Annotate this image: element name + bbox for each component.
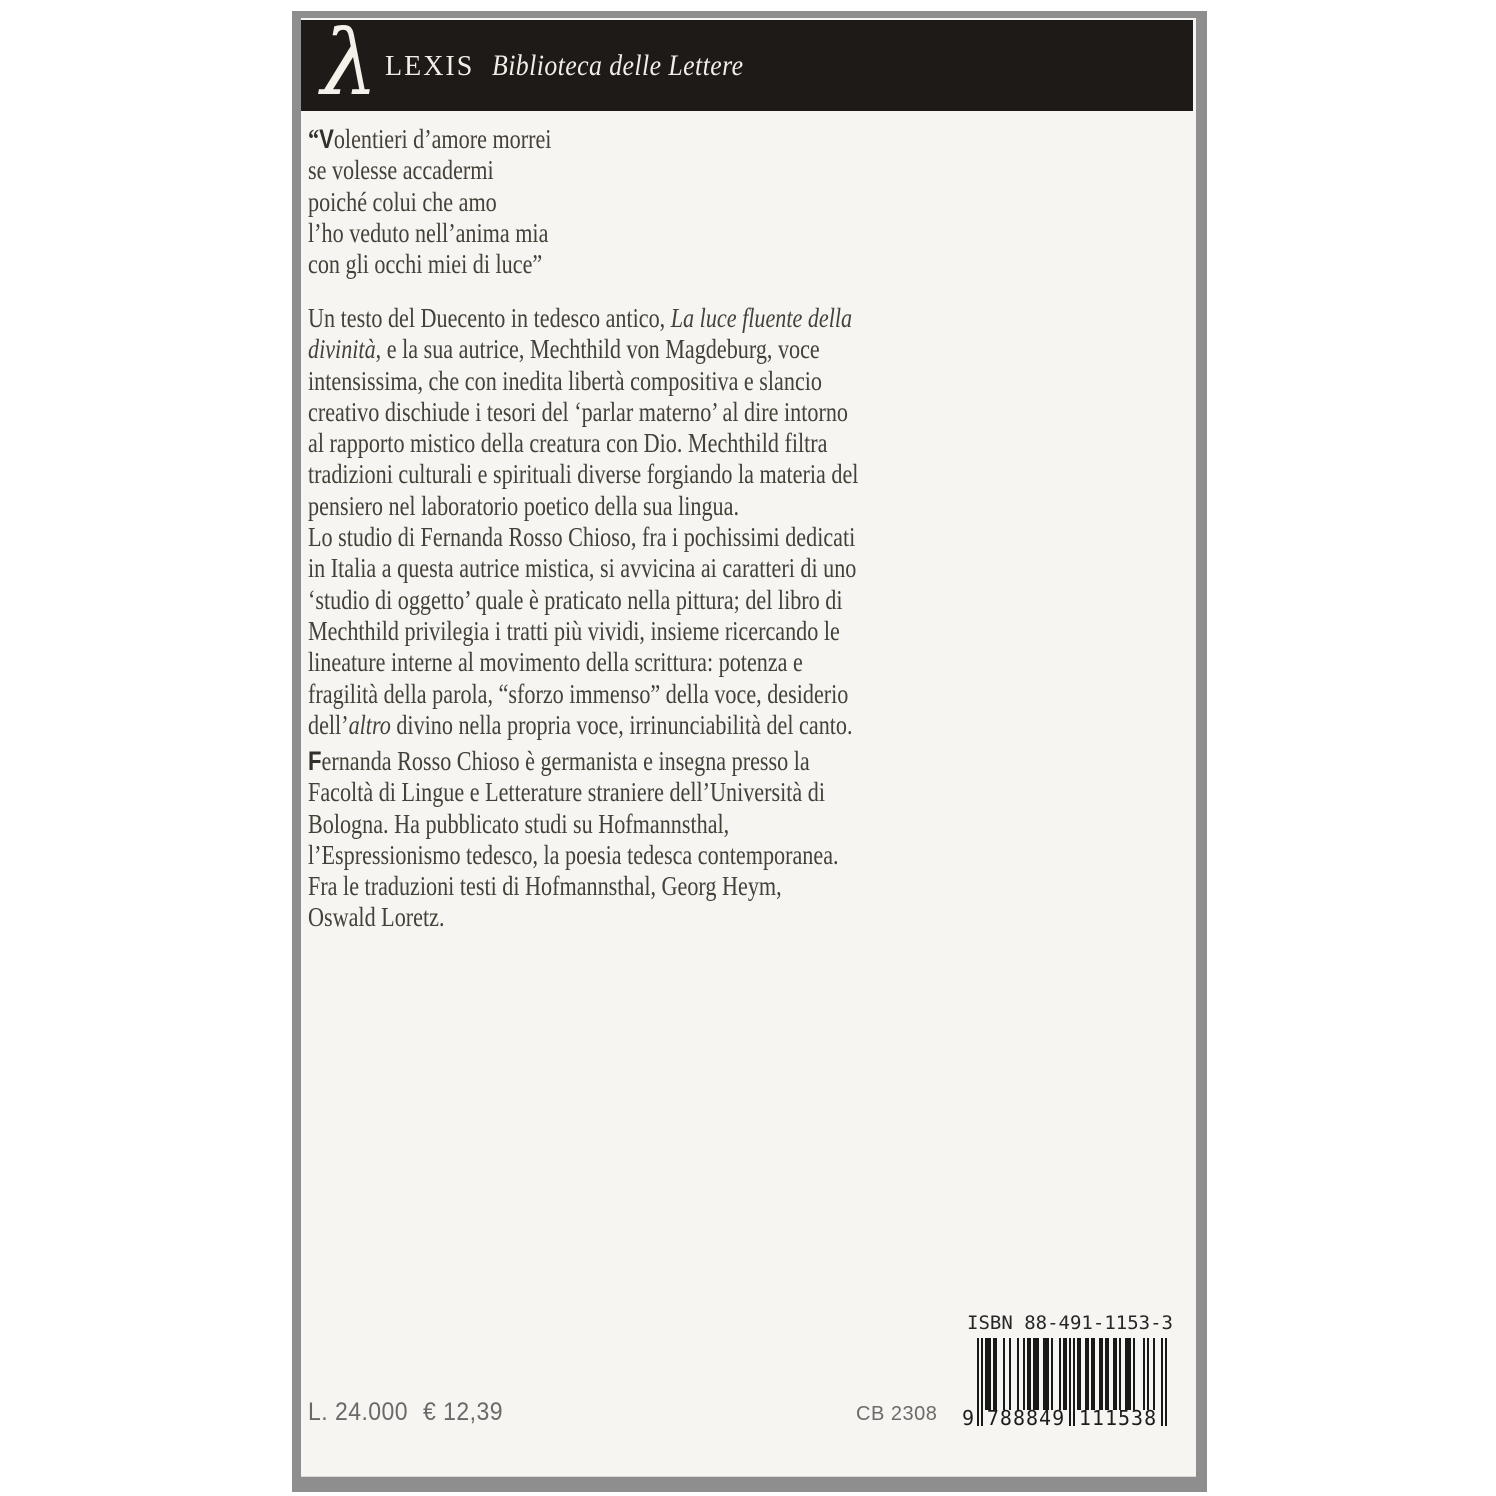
barcode-digits-right: 111538	[1078, 1406, 1158, 1430]
catalog-code: CB 2308	[856, 1403, 938, 1425]
text-line: Fra le traduzioni testi di Hofmannsthal, Georg Heym,	[308, 871, 782, 902]
price-euro: € 12,39	[423, 1398, 503, 1426]
text-line: con gli occhi miei di luce”	[308, 249, 543, 280]
text-line: in Italia a questa autrice mistica, si avvicina ai caratteri di uno	[308, 553, 857, 584]
text-line: l’Espressionismo tedesco, la poesia tedesca contemporanea.	[308, 839, 839, 870]
header-text	[385, 20, 785, 111]
text-line: Fernanda Rosso Chioso è germanista e insegna presso la	[308, 746, 810, 776]
text-line: se volesse accadermi	[308, 155, 494, 186]
text-line: lineature interne al movimento della scrittura: potenza e	[308, 647, 803, 678]
text-line: Lo studio di Fernanda Rosso Chioso, fra i pochissimi dedicati	[308, 522, 856, 553]
text-line: al rapporto mistico della creatura con Dio. Mechthild filtra	[308, 428, 828, 459]
text-line: intensissima, che con inedita libertà compositiva e slancio	[308, 365, 822, 396]
text-line: fragilità della parola, “sforzo immenso” della voce, desiderio	[308, 678, 849, 709]
text-line: poiché colui che amo	[308, 186, 497, 217]
ean-barcode-area	[962, 1338, 1167, 1430]
series-title: Biblioteca delle Lettere	[492, 49, 744, 82]
poem-quote	[308, 124, 551, 280]
lexis-lambda-logo-icon: λ	[321, 11, 379, 116]
author-bio	[308, 746, 839, 934]
price-lire: L. 24.000	[308, 1398, 409, 1426]
text-line: creativo dischiude i tesori del ‘parlar materno’ al dire intorno	[308, 396, 848, 427]
text-line: divinità, e la sua autrice, Mechthild von Magdeburg, voce	[308, 334, 820, 365]
header-band	[301, 11, 1193, 116]
text-line: ‘studio di oggetto’ quale è praticato nella pittura; del libro di	[308, 584, 843, 615]
text-line: Un testo del Duecento in tedesco antico, La luce fluente della	[308, 303, 853, 333]
text-line: pensiero nel laboratorio poetico della sua lingua.	[308, 490, 739, 521]
text-line: Bologna. Ha pubblicato studi su Hofmannsthal,	[308, 808, 730, 839]
isbn-label: ISBN 88-491-1153-3	[967, 1312, 1173, 1334]
description-text	[308, 303, 858, 741]
text-line: tradizioni culturali e spirituali diverse forgiando la materia del	[308, 459, 859, 490]
isbn-block	[961, 1312, 1179, 1430]
barcode-digits-left: 788849	[986, 1406, 1066, 1430]
text-line: dell’altro divino nella propria voce, irrinunciabilità del canto.	[308, 709, 853, 740]
text-line: “Volentieri d’amore morrei	[308, 124, 552, 154]
text-line: Mechthild privilegia i tratti più vividi, insieme ricercando le	[308, 615, 840, 646]
text-line: Facoltà di Lingue e Letterature straniere dell’Università di	[308, 777, 826, 808]
text-line: Oswald Loretz.	[308, 902, 445, 933]
text-line: l’ho veduto nell’anima mia	[308, 217, 549, 248]
publisher-name: LEXIS	[385, 51, 475, 82]
barcode-digit-first: 9	[962, 1406, 976, 1430]
